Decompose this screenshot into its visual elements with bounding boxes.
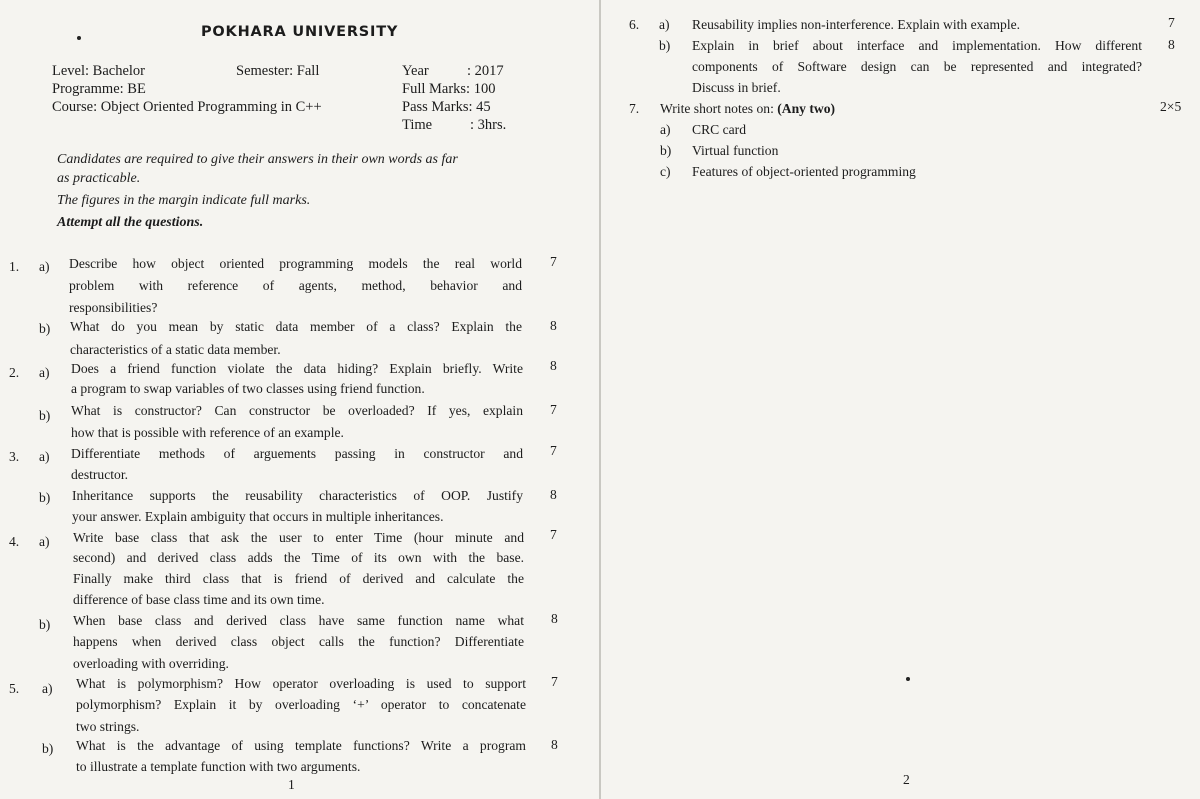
question-text-line: difference of base class time and its own time. xyxy=(73,592,325,607)
subquestion-label: a) xyxy=(659,17,670,32)
question-number: 4. xyxy=(9,534,20,549)
question-text-line: a program to swap variables of two classes using friend function. xyxy=(71,381,425,396)
instruction-line: Candidates are required to give their answers in their own words as far xyxy=(57,152,458,167)
subquestion-label: a) xyxy=(39,534,50,549)
short-note-item: Virtual function xyxy=(692,143,779,158)
time-value: : 3hrs. xyxy=(470,117,507,133)
question-marks: 7 xyxy=(551,674,558,689)
question-marks: 8 xyxy=(550,487,557,502)
question-marks: 8 xyxy=(1168,37,1175,52)
full-marks: Full Marks: 100 xyxy=(402,81,496,97)
subquestion-label: a) xyxy=(660,122,671,137)
subquestion-label: a) xyxy=(39,365,50,380)
page-number-right: 2 xyxy=(903,772,910,787)
question-text-line: Explain in brief about interface and implementation. How different xyxy=(692,38,1142,53)
question-text-line: What is the advantage of using template functions? Write a program xyxy=(76,738,526,753)
question-marks: 7 xyxy=(1168,15,1175,30)
subquestion-label: c) xyxy=(660,164,671,179)
subquestion-label: b) xyxy=(659,38,671,53)
course-text: Course: Object Oriented Programming in C++ xyxy=(52,99,322,115)
page-right xyxy=(601,0,1200,799)
question-text-line: Discuss in brief. xyxy=(692,80,781,95)
year-value: : 2017 xyxy=(467,63,504,79)
question-marks: 7 xyxy=(550,443,557,458)
subquestion-label: b) xyxy=(660,143,672,158)
question-text-line: two strings. xyxy=(76,719,140,734)
question-number: 1. xyxy=(9,259,20,274)
question-text-line: Write base class that ask the user to enter Time (hour minute and xyxy=(73,530,524,545)
question-marks: 8 xyxy=(551,611,558,626)
question-number: 3. xyxy=(9,449,20,464)
speck-mark xyxy=(906,677,910,681)
question-marks: 7 xyxy=(550,254,557,269)
question-text-line: problem with reference of agents, method, behavior and xyxy=(69,278,522,293)
subquestion-label: b) xyxy=(39,408,51,423)
question-text-line: Does a friend function violate the data hiding? Explain briefly. Write xyxy=(71,361,523,376)
question-number: 7. xyxy=(629,101,640,116)
question-number: 5. xyxy=(9,681,20,696)
subquestion-label: a) xyxy=(42,681,53,696)
subquestion-label: b) xyxy=(39,321,51,336)
instruction-line: as practicable. xyxy=(57,171,141,186)
question-text-line: Inheritance supports the reusability characteristics of OOP. Justify xyxy=(72,488,523,503)
question-text-line: your answer. Explain ambiguity that occurs in multiple inheritances. xyxy=(72,509,444,524)
programme-text: Programme: BE xyxy=(52,81,146,97)
question-text-line: When base class and derived class have same function name what xyxy=(73,613,524,628)
question-text-line: how that is possible with reference of an example. xyxy=(71,425,344,440)
instruction-line: Attempt all the questions. xyxy=(57,215,204,230)
question-text-line: Differentiate methods of arguements passing in constructor and xyxy=(71,446,523,461)
subquestion-label: b) xyxy=(39,490,51,505)
question-marks: 7 xyxy=(550,402,557,417)
question-text-line: Finally make third class that is friend of derived and calculate the xyxy=(73,571,524,586)
question-text-line: What is polymorphism? How operator overloading is used to support xyxy=(76,676,526,691)
question-number: 6. xyxy=(629,17,640,32)
question-text-line: destructor. xyxy=(71,467,129,482)
question-text-line: What do you mean by static data member of a class? Explain the xyxy=(70,319,522,334)
question-text-line: components of Software design can be represented and integrated? xyxy=(692,59,1142,74)
question-marks: 8 xyxy=(550,318,557,333)
short-note-item: Features of object-oriented programming xyxy=(692,164,916,179)
question-text-line: Reusability implies non-interference. Explain with example. xyxy=(692,17,1021,32)
year-label: Year xyxy=(402,63,429,79)
question-text-line: responsibilities? xyxy=(69,300,158,315)
short-notes-title: Write short notes on: xyxy=(660,101,778,116)
question-text-line: to illustrate a template function with two arguments. xyxy=(76,759,361,774)
question-text-line: second) and derived class adds the Time of its own with the base. xyxy=(73,550,524,565)
question-marks: 2×5 xyxy=(1160,99,1182,114)
page-number-left: 1 xyxy=(288,777,295,792)
question-text-line: polymorphism? Explain it by overloading ‘+’ operator to concatenate xyxy=(76,697,526,712)
question-text-line: overloading with overriding. xyxy=(73,656,229,671)
question-text-line: What is constructor? Can constructor be overloaded? If yes, explain xyxy=(71,403,523,418)
subquestion-label: a) xyxy=(39,259,50,274)
subquestion-label: b) xyxy=(39,617,51,632)
subquestion-label: b) xyxy=(42,741,54,756)
question-marks: 7 xyxy=(550,527,557,542)
semester-text: Semester: Fall xyxy=(236,63,320,79)
short-notes-heading xyxy=(660,98,835,119)
short-note-item: CRC card xyxy=(692,122,746,137)
speck-mark xyxy=(77,36,81,40)
question-text-line: characteristics of a static data member. xyxy=(70,342,281,357)
time-label: Time xyxy=(402,117,433,133)
question-text-line: happens when derived class object calls the function? Differentiate xyxy=(73,634,524,649)
question-marks: 8 xyxy=(550,358,557,373)
short-notes-choice: (Any two) xyxy=(777,101,836,116)
question-text-line: Describe how object oriented programming models the real world xyxy=(69,256,522,271)
pass-marks: Pass Marks: 45 xyxy=(402,99,491,115)
question-marks: 8 xyxy=(551,737,558,752)
university-title: POKHARA UNIVERSITY xyxy=(201,24,399,40)
level-text: Level: Bachelor xyxy=(52,63,145,79)
subquestion-label: a) xyxy=(39,449,50,464)
question-number: 2. xyxy=(9,365,20,380)
instruction-line: The figures in the margin indicate full marks. xyxy=(57,193,311,208)
